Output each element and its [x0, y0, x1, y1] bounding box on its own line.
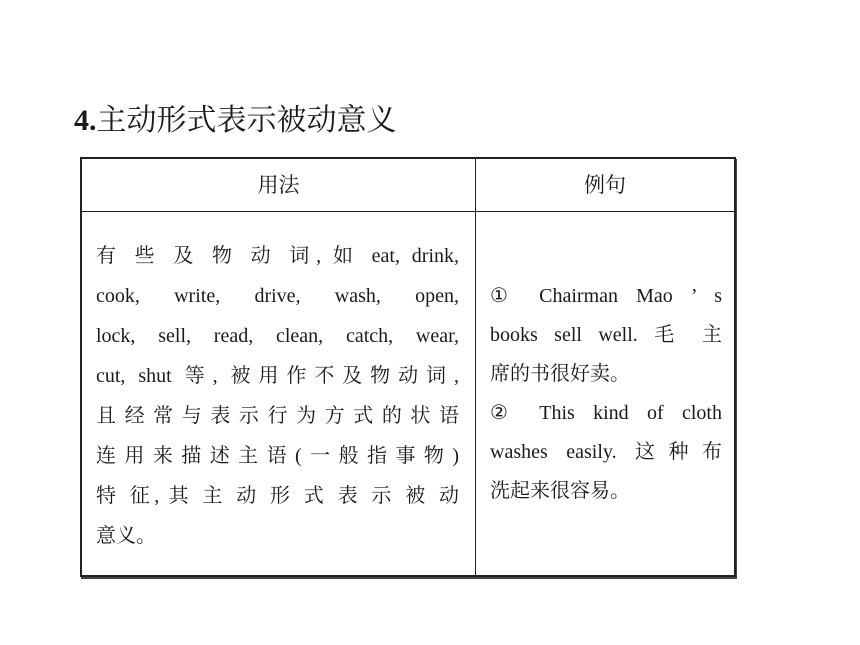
example-2-line: ② This kind of cloth — [490, 402, 722, 424]
section-number: 4. — [74, 104, 97, 137]
header-usage: 用法 — [257, 173, 300, 197]
example-1-line: 席的书很好卖。 — [490, 363, 630, 385]
usage-line: 意义。 — [96, 525, 156, 547]
example-1 — [490, 277, 722, 394]
section-title: 主动形式表示被动意义 — [96, 103, 397, 138]
section-heading — [74, 101, 397, 141]
usage-line: lock, sell, read, clean, catch, wear, — [96, 325, 459, 347]
example-2-line: 洗起来很容易。 — [490, 480, 630, 502]
example-2-line: washes easily. 这种布 — [490, 441, 722, 463]
usage-line: cut, shut 等, 被用作不及物动词, — [96, 365, 459, 387]
column-divider — [475, 159, 476, 575]
usage-line: 特 征, 其 主 动 形 式 表 示 被 动 — [96, 485, 459, 507]
usage-line: 且经常与表示行为方式的状语 — [96, 405, 459, 427]
table-header-row — [82, 159, 734, 212]
usage-line: cook, write, drive, wash, open, — [96, 285, 459, 307]
example-1-line: ① Chairman Mao ’ s — [490, 285, 722, 307]
usage-line: 连用来描述主语(一般指事物) — [96, 445, 459, 467]
usage-line: 有 些 及 物 动 词, 如 eat, drink, — [96, 245, 459, 267]
examples-cell — [490, 277, 722, 511]
usage-cell — [96, 236, 459, 556]
grammar-table — [80, 157, 736, 577]
example-2 — [490, 394, 722, 511]
header-examples: 例句 — [584, 173, 626, 197]
example-1-line: books sell well. 毛 主 — [490, 324, 722, 346]
